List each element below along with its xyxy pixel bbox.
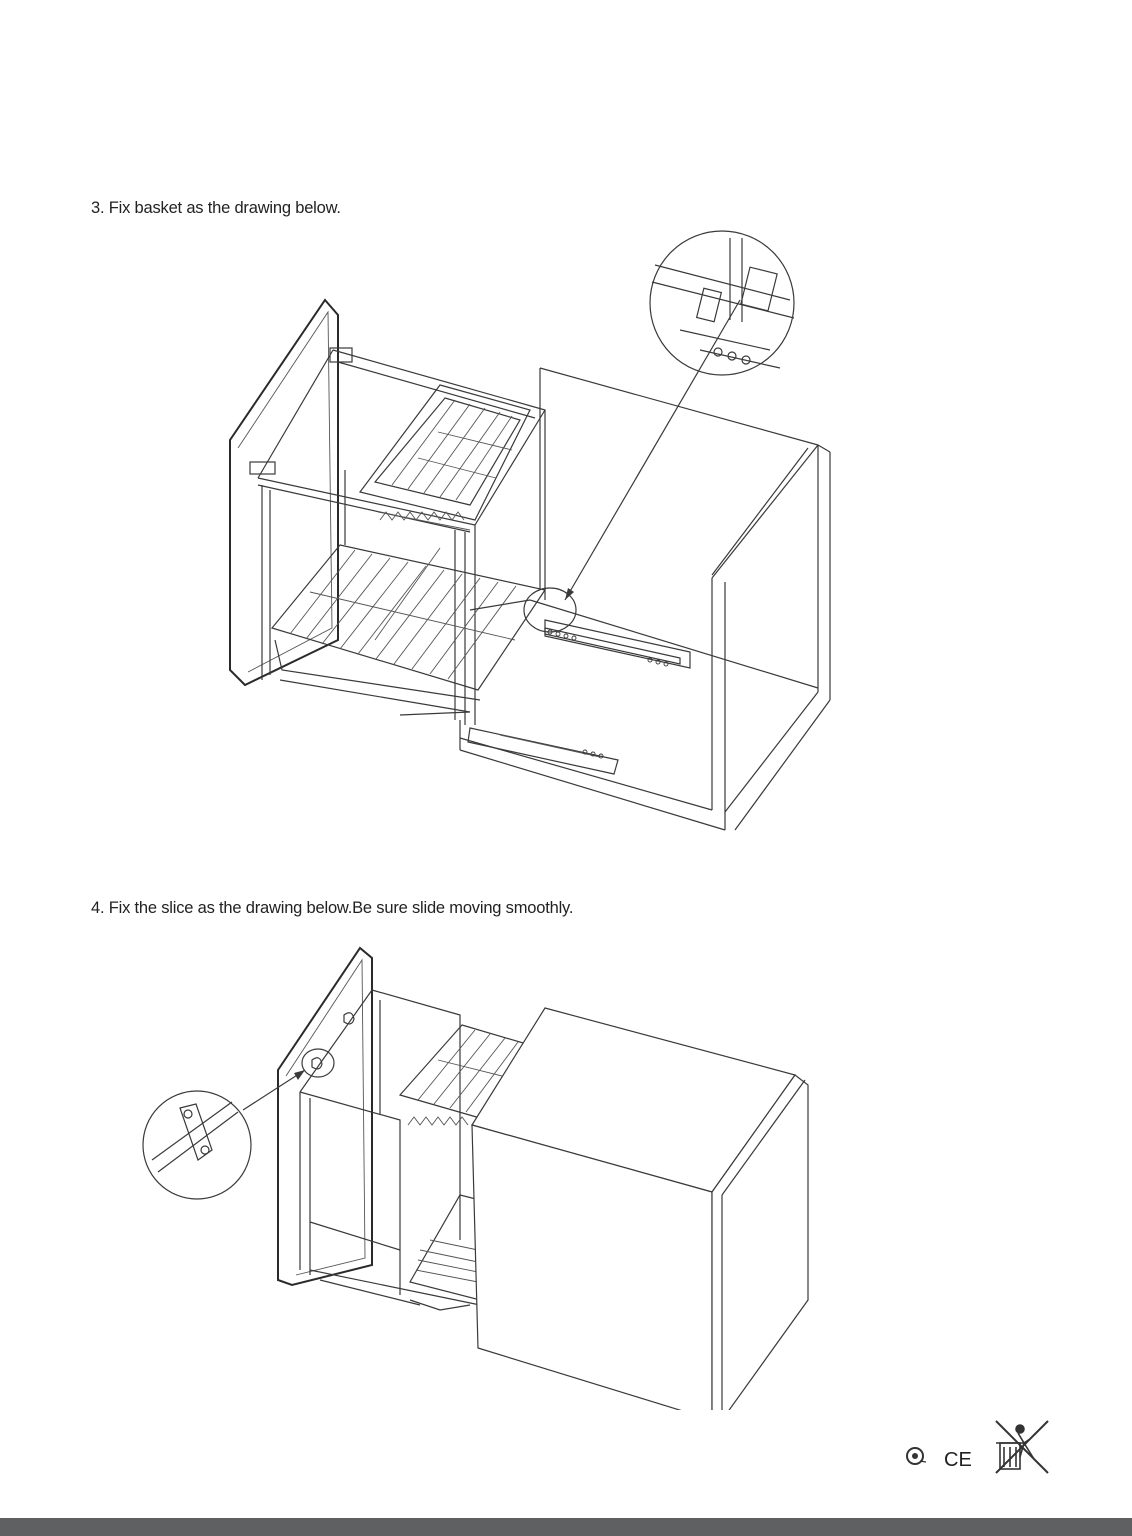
ce-mark-icon: CE [944,1449,972,1471]
basket-frame [300,990,480,1310]
door-panel [278,948,372,1285]
lower-wire-shelf [410,1195,480,1300]
certification-marks [898,1415,1058,1475]
slide-installation-drawing [0,940,1132,1410]
certification-seal-icon [907,1448,926,1464]
bracket-detail-magnifier [143,1013,354,1199]
slide-clip-detail-magnifier [524,231,794,632]
drawer-slides [468,620,690,774]
step-3-instruction: 3. Fix basket as the drawing below. [91,199,341,217]
basket-frame [258,348,545,725]
basket-installation-drawing [0,230,1132,850]
weee-crossed-bin-icon [996,1421,1048,1473]
lower-wire-shelf [272,545,545,715]
upper-wire-basket [360,385,530,530]
footer-bar [0,1518,1132,1536]
step-4-instruction: 4. Fix the slice as the drawing below.Be sure slide moving smoothly. [91,899,574,917]
cabinet-outline [460,368,830,830]
cabinet-box [472,1008,808,1410]
door-panel [230,300,338,685]
